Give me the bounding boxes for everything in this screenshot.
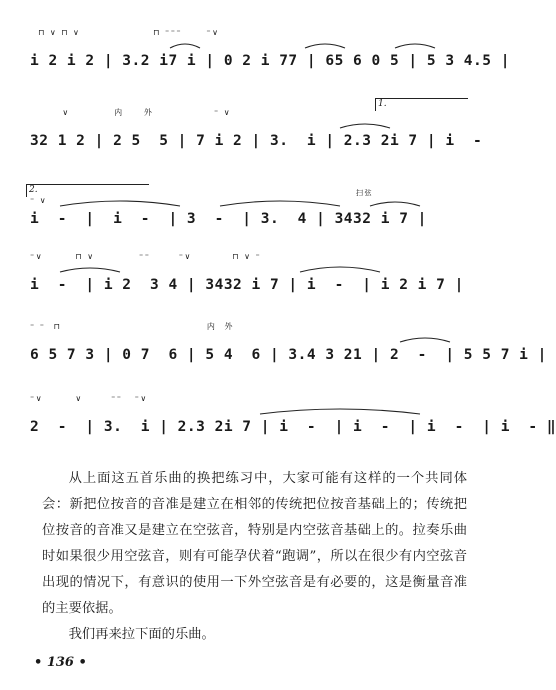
page-number: • 136 • xyxy=(34,655,87,670)
jianpu-notes: 32 1 2 | 2 5 5 | 7 i 2 | 3. i | 2.3 2i 7 | i - xyxy=(30,133,483,149)
paragraph: 从上面这五首乐曲的换把练习中，大家可能有这样的一个共同体会：新把位按音的音准是建立在相邻的传统把位按音基础上的；传统把位按音的音准又是建立在空弦音，特别是内空弦音基础上的。拉奏乐曲时如果很少用空弦音，则有可能孕伏着“跑调”，所以在很少有内空弦音出现的情况下，有意识的使用一下外空弦音是有必要的，这是衡量音准的主要依据。 xyxy=(42,471,467,616)
bowing-marks: ⁼∨ ⊓ ∨ ⁼⁼ ⁼∨ ⊓ ∨ ⁼ xyxy=(30,252,262,261)
slur-arc xyxy=(170,44,200,48)
volta-bracket: 2. xyxy=(26,184,149,197)
body-text xyxy=(42,466,467,648)
bowing-marks: ⁼ ∨ xyxy=(30,196,48,205)
jianpu-notes: i - | i - | 3 - | 3. 4 | 3432 i 7 | xyxy=(30,211,427,227)
jianpu-notes: i 2 i 2 | 3.2 i7 i | 0 2 i 77 | 65 6 0 5 | 5 3 4.5 | xyxy=(30,53,510,69)
jianpu-notes: i - | i 2 3 4 | 3432 i 7 | i - | i 2 i 7 | xyxy=(30,277,464,293)
bowing-marks: ∨ 内 外 ⁼ ∨ xyxy=(30,108,232,117)
bowing-marks: ⁼ ⁼ ⊓ 内 外 xyxy=(30,322,234,331)
paragraph: 我们再来拉下面的乐曲。 xyxy=(68,627,215,642)
volta-bracket: 1. xyxy=(375,98,468,111)
bowing-marks: ⁼∨ ∨ ⁼⁼ ⁼∨ xyxy=(30,394,148,403)
technique-mark: 扫弦 xyxy=(356,189,373,197)
jianpu-notes: 2 - | 3. i | 2.3 2i 7 | i - | i - | i - | i - ‖ xyxy=(30,419,556,435)
bowing-marks: ⊓ ∨ ⊓ ∨ ⊓ ⁼⁼⁼ ⁼∨ xyxy=(30,28,220,37)
jianpu-notes: 6 5 7 3 | 0 7 6 | 5 4 6 | 3.4 3 21 | 2 - | 5 5 7 i | xyxy=(30,347,547,363)
